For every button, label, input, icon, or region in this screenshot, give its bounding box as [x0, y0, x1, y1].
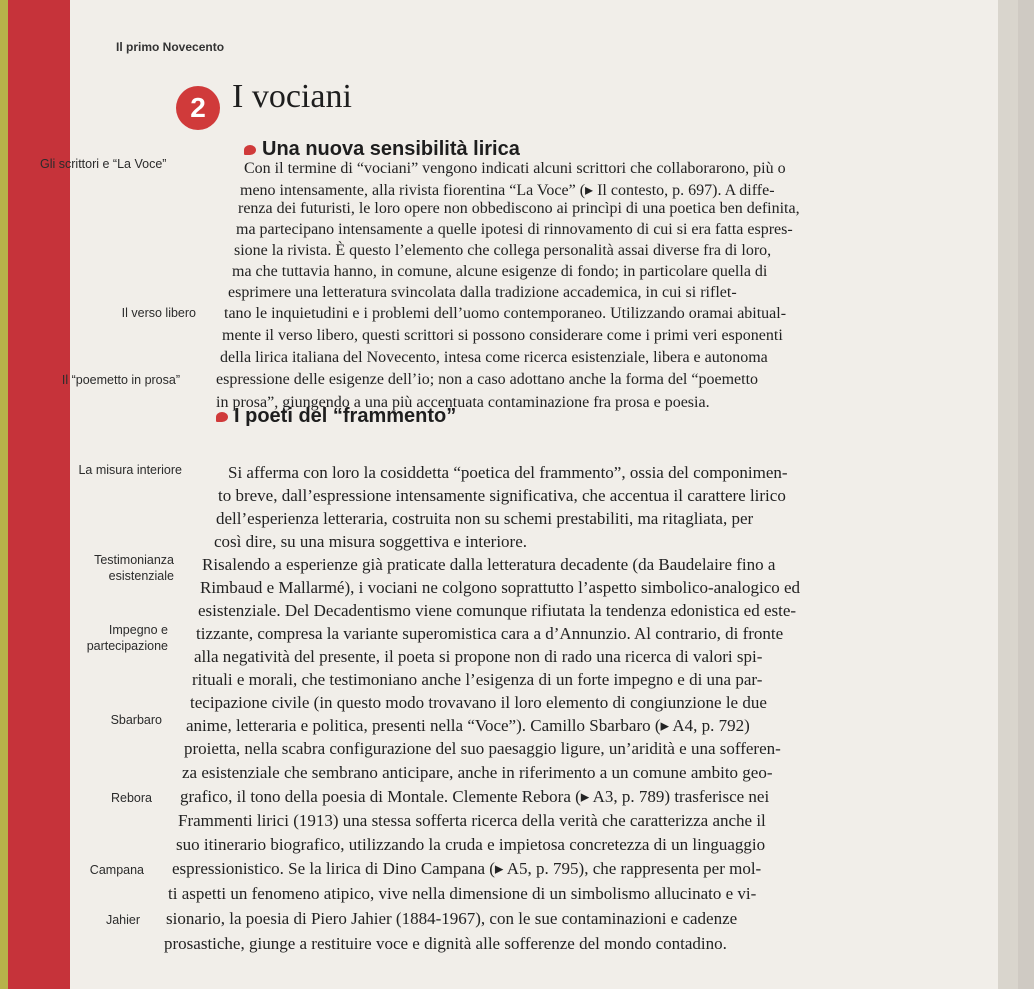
text-line: grafico, il tono della poesia di Montale. Clemente Rebora (▸ A3, p. 789) trasferisce nei	[180, 787, 770, 806]
margin-note: Campana	[89, 863, 144, 877]
text-line: anime, letteraria e politica, presenti nella “Voce”). Camillo Sbarbaro (▸ A4, p. 792)	[186, 716, 750, 735]
margin-note: Jahier	[105, 913, 140, 927]
text-line: ma partecipano intensamente a quelle ipotesi di rinnovamento di cui si era fatta espres-	[236, 221, 793, 238]
text-line: prosastiche, giunge a restituire voce e dignità alle sofferenze del mondo contadino.	[164, 934, 727, 953]
text-line: za esistenziale che sembrano anticipare, anche in riferimento a un comune ambito geo-	[182, 763, 773, 782]
text-line: proietta, nella scabra configurazione del suo paesaggio ligure, un’aridità e una sofferen-	[184, 739, 781, 758]
text-line: espressione delle esigenze dell’io; non a caso adottano anche la forma del “poemetto	[216, 371, 759, 388]
section-title-text: I poeti del “frammento”	[234, 405, 457, 427]
text-line: tizzante, compresa la variante superomistica cara a d’Annunzio. Al contrario, di fronte	[196, 624, 784, 643]
section-title-text: Una nuova sensibilità lirica	[262, 138, 520, 160]
chapter-title: I vociani	[232, 78, 352, 115]
text-line: così dire, su una misura soggettiva e interiore.	[214, 532, 527, 551]
page-edge-green	[0, 0, 8, 989]
section-title-sensibilita	[244, 138, 520, 161]
text-line: tecipazione civile (in questo modo trovavano il loro elemento di congiunzione le due	[190, 693, 767, 712]
text-line: esprimere una letteratura svincolata dalla tradizione accademica, in cui si riflet-	[228, 284, 737, 301]
text-line: Rimbaud e Mallarmé), i vociani ne colgono soprattutto l’aspetto simbolico-analogico ed	[200, 578, 801, 597]
text-line: dell’esperienza letteraria, costruita non su schemi prestabiliti, ma ritagliata, per	[216, 509, 754, 528]
text-line: espressionistico. Se la lirica di Dino Campana (▸ A5, p. 795), che rappresenta per mol-	[172, 859, 762, 878]
bullet-icon	[216, 412, 228, 422]
text-line: sione la rivista. È questo l’elemento che collega personalità assai diverse fra di loro,	[234, 242, 772, 259]
running-head: Il primo Novecento	[116, 40, 225, 54]
text-line: ma che tuttavia hanno, in comune, alcune esigenze di fondo; in particolare quella di	[232, 263, 768, 280]
text-line: Con il termine di “vociani” vengono indicati alcuni scrittori che collaborarono, più o	[244, 160, 786, 177]
text-line: in prosa”, giungendo a una più accentuata contaminazione fra prosa e poesia.	[216, 394, 710, 411]
text-line: to breve, dall’espressione intensamente significativa, che accentua il carattere lirico	[218, 486, 786, 505]
text-line: della lirica italiana del Novecento, intesa come ricerca esistenziale, libera e autonoma	[220, 349, 768, 366]
text-line: tano le inquietudini e i problemi dell’uomo contemporaneo. Utilizzando oramai abitual-	[224, 305, 787, 322]
margin-note: La misura interiore	[78, 463, 182, 477]
margin-note: Impegno e partecipazione	[86, 623, 168, 653]
page-right-edge	[998, 0, 1018, 989]
text-line: rituali e morali, che testimoniano anche l’esigenza di un forte impegno e di una par-	[192, 670, 763, 689]
margin-note: Sbarbaro	[110, 713, 162, 727]
bullet-icon	[244, 145, 256, 155]
chapter-number-badge: 2	[176, 86, 220, 130]
text-line: meno intensamente, alla rivista fiorentina “La Voce” (▸ Il contesto, p. 697). A diffe-	[240, 182, 775, 199]
text-line: Si afferma con loro la cosiddetta “poetica del frammento”, ossia del componimen-	[228, 463, 788, 482]
margin-note: Gli scrittori e “La Voce”	[40, 157, 167, 171]
text-line: renza dei futuristi, le loro opere non obbediscono ai princìpi di una poetica ben definita,	[238, 200, 800, 217]
red-margin-bar	[8, 0, 70, 989]
text-line: mente il verso libero, questi scrittori si possono considerare come i primi veri esponenti	[222, 327, 783, 344]
margin-note: Rebora	[111, 791, 152, 805]
text-line: sionario, la poesia di Piero Jahier (1884-1967), con le sue contaminazioni e cadenze	[166, 909, 738, 928]
text-line: ti aspetti un fenomeno atipico, vive nella dimensione di un simbolismo allucinato e vi-	[168, 884, 757, 903]
margin-note: Il verso libero	[121, 306, 196, 320]
margin-note: Il “poemetto in prosa”	[61, 373, 180, 387]
text-line: alla negatività del presente, il poeta si propone non di rado una ricerca di valori spi-	[194, 647, 763, 666]
text-line: Frammenti lirici (1913) una stessa sofferta ricerca della verità che caratterizza anche il	[178, 811, 766, 830]
text-line: esistenziale. Del Decadentismo viene comunque rifiutata la tendenza edonistica ed este-	[198, 601, 797, 620]
text-line: Risalendo a esperienze già praticate dalla letteratura decadente (da Baudelaire fino a	[202, 555, 776, 574]
margin-note: Testimonianza esistenziale	[94, 553, 174, 583]
text-line: suo itinerario biografico, utilizzando la cruda e impietosa concretezza di un linguaggio	[176, 835, 766, 854]
